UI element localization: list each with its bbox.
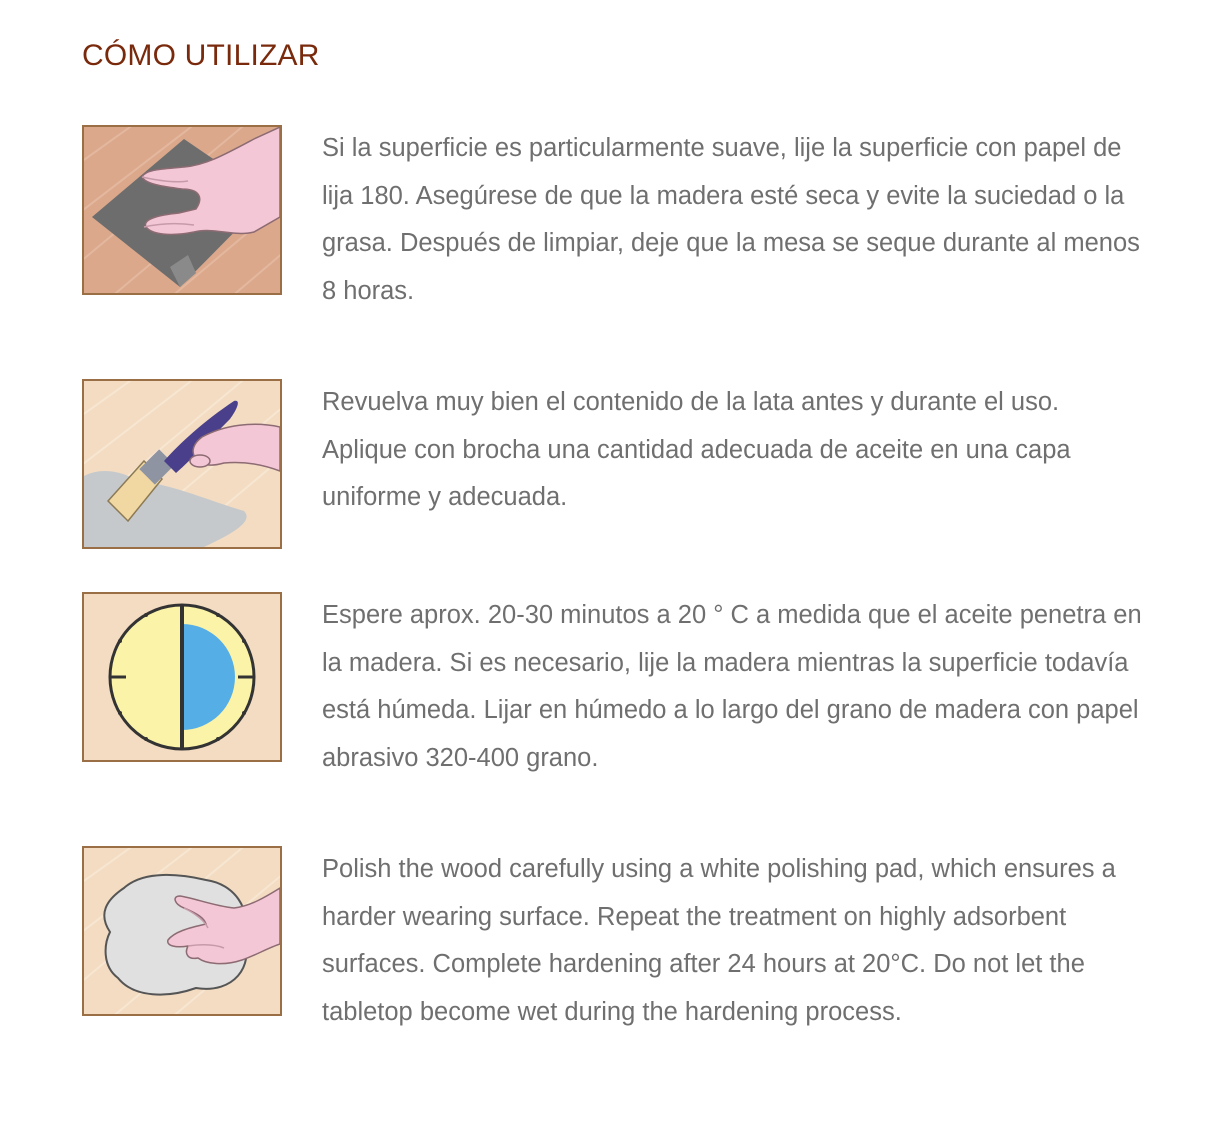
polishing-pad-icon [82,846,282,1016]
step-description: Espere aprox. 20-30 minutos a 20 ° C a medida que el aceite penetra en la madera. Si es necesario, lije la madera mientras la superficie todavía está húmeda. Lijar en húmedo a lo largo del grano de madera con papel abrasivo 320-400 grano. [322,601,1142,772]
step-description: Revuelva muy bien el contenido de la lata antes y durante el uso. Aplique con brocha una cantidad adecuada de aceite en una capa uniforme y adecuada. [322,388,1071,512]
clock-icon [82,592,282,762]
sanding-hand-icon [82,125,282,295]
step-description: Polish the wood carefully using a white polishing pad, which ensures a harder wearing surface. Repeat the treatment on highly adsorbent surfaces. Complete hardening after 24 hours at 20°C. Do not let the tabletop become wet during the hardening process. [322,855,1116,1026]
step-description: Si la superficie es particularmente suave, lije la superficie con papel de lija 180. Asegúrese de que la madera esté seca y evite la suciedad o la grasa. Después de limpiar, deje que la mesa se seque durante al menos 8 horas. [322,134,1140,305]
section-title: CÓMO UTILIZAR [82,39,320,72]
brush-icon [82,379,282,549]
